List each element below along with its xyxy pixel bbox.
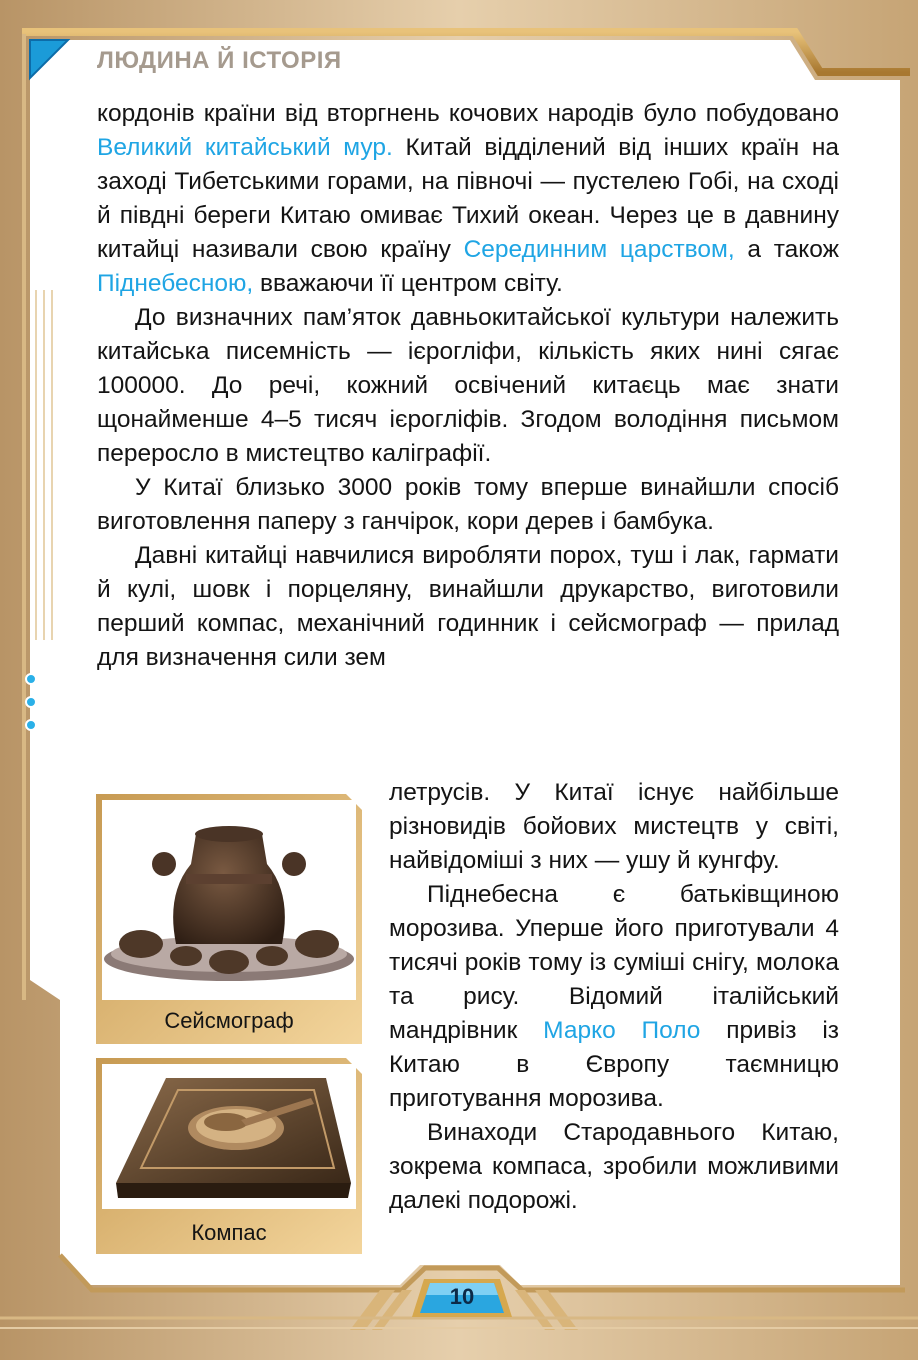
seismograph-image: [96, 794, 362, 1044]
section-title: ЛЮДИНА Й ІСТОРІЯ: [97, 47, 342, 74]
right-column-text: [389, 776, 839, 1218]
paragraph-3: У Китаї близько 3000 років тому вперше винайшли спосіб виготовлення паперу з ганчірок, кори дерев і бамбука.: [97, 474, 839, 535]
term-marco-polo: Марко Поло: [543, 1017, 701, 1044]
paragraph-4-continued: летрусів. У Китаї існує найбільше різновидів бойових мистецтв у світі, найвідоміші з них — ушу й кунгфу.: [389, 779, 839, 874]
paragraph-4: Давні китайці навчилися виробляти порох, туш і лак, гармати й кулі, шовк і порцеляну, винайшли друкарство, виготовили перший компас, механічний годинник і сейсмограф — прилад для визначення сили зем: [97, 542, 839, 671]
text-run: Китай відділений від інших країн на заході Тибетськими горами, на півночі — пустелею Гобі, на сході й півдні береги Китаю омиває Тихий океан. Через це в давнину китайці називали свою країну: [97, 134, 839, 263]
term-middle-kingdom: Серединним царством,: [463, 236, 735, 263]
text-run: привіз із Китаю в Європу таємницю приготування морозива.: [389, 1017, 840, 1112]
caption-compass: Компас: [191, 1220, 267, 1245]
caption-seismograph: Сейсмограф: [164, 1008, 294, 1033]
text-run: кордонів країни від вторгнень кочових народів було побудовано: [97, 100, 839, 127]
term-great-wall: Великий китайський мур.: [97, 134, 393, 161]
text-run: а також: [734, 236, 840, 263]
figure-seismograph: [96, 794, 362, 1044]
page-number: 10: [449, 1284, 475, 1309]
figure-compass: [96, 1058, 362, 1254]
paragraph-6: Винаходи Стародавнього Китаю, зокрема компаса, зробили можливими далекі подорожі.: [389, 1119, 839, 1214]
paragraph-2: До визначних пам’яток давньокитайської культури належить китайська писемність — ієрогліфи, кількість яких нині сягає 100000. До речі, кожний освічений китаєць має знати щонайменше 4–5 тисяч ієрогліфів. Згодом володіння письмом переросло в мистецтво каліграфії.: [97, 304, 839, 467]
text-run: вважаючи її центром світу.: [253, 270, 563, 297]
paragraph-1: [97, 97, 839, 301]
main-text: [97, 97, 839, 675]
text-run: Піднебесна є батьківщиною морозива. Уперше його приготували 4 тисячі років тому із суміші снігу, молока та рису. Відомий італійський мандрівник: [389, 881, 839, 1044]
term-celestial-empire: Піднебесною,: [97, 270, 254, 297]
paragraph-5: [389, 878, 839, 1116]
